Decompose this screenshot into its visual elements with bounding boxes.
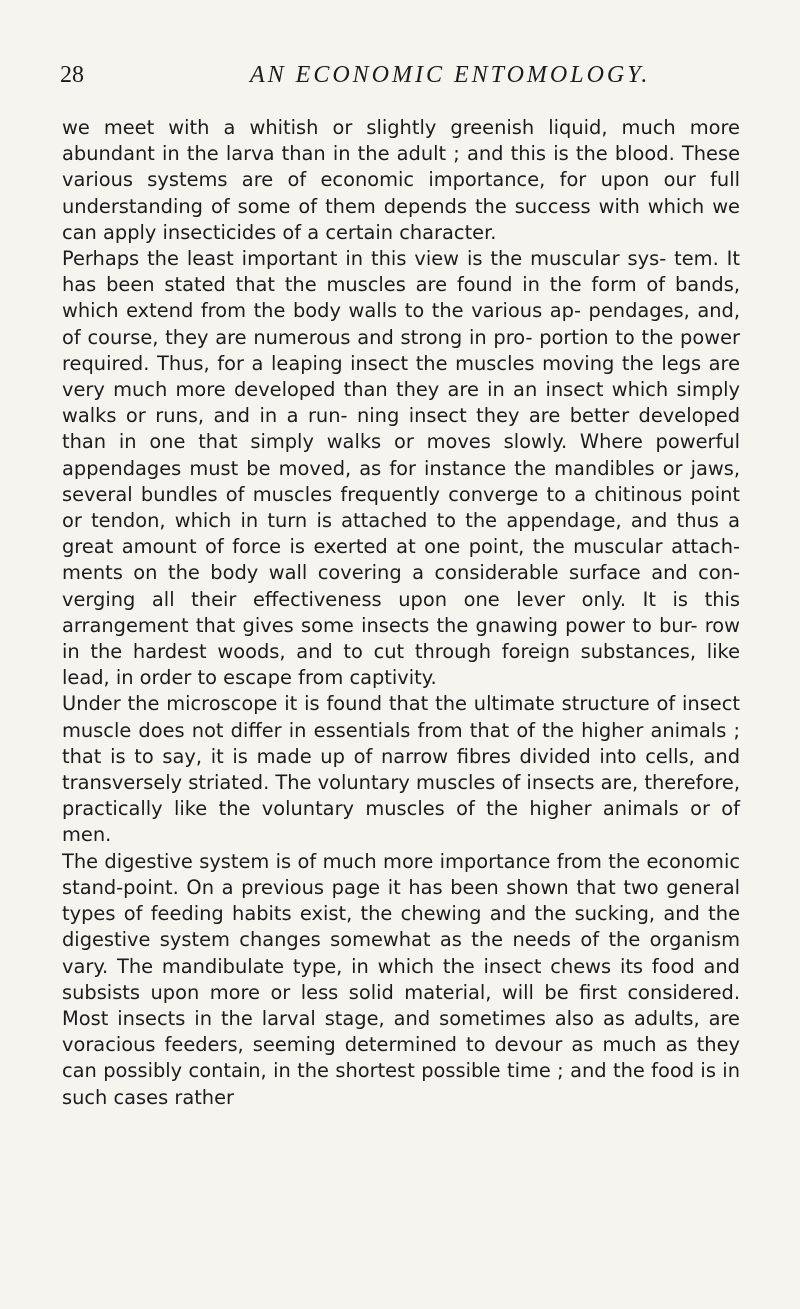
paragraph-muscular-system: Perhaps the least important in this view is the muscular sys- tem. It has been stated that the muscles are found in the form of bands, which extend from the body walls to the various ap- pendages, and, of course, they are numerous and strong in pro- portion to the power required. Thus, for a leaping insect the muscles moving the legs are very much more developed than they are in an insect which simply walks or runs, and in a run- ning insect they are better developed than in one that simply walks or moves slowly. Where powerful appendages must be moved, as for instance the mandibles or jaws, several bundles of muscles frequently converge to a chitinous point or tendon, which in turn is attached to the appendage, and thus a great amount of force is exerted at one point, the muscular attach- ments on the body wall covering a considerable surface and con- verging all their effectiveness upon one lever only. It is this arrangement that gives some insects the gnawing power to bur- row in the hardest woods, and to cut through foreign substances, like lead, in order to escape from captivity. bbox=[62, 247, 740, 690]
paragraph-microscope: Under the microscope it is found that the ultimate structure of insect muscle does not differ in essentials from that of the higher animals ; that is to say, it is made up of narrow fibres divided into cells, and transversely striated. The voluntary muscles of insects are, therefore, practically like the voluntary muscles of the higher animals or of men. bbox=[62, 692, 740, 847]
running-head: AN ECONOMIC ENTOMOLOGY. bbox=[250, 62, 651, 88]
body-text bbox=[62, 115, 740, 1111]
page-number: 28 bbox=[60, 62, 84, 88]
page-header bbox=[60, 62, 740, 102]
paragraph-digestive-system: The digestive system is of much more importance from the economic stand-point. On a previous page it has been shown that two general types of feeding habits exist, the chewing and the sucking, and the digestive system changes somewhat as the needs of the organism vary. The mandibulate type, in which the insect chews its food and subsists upon more or less solid material, will be first considered. Most insects in the larval stage, and sometimes also as adults, are voracious feeders, seeming determined to devour as much as they can possibly contain, in the shortest possible time ; and the food is in such cases rather bbox=[62, 849, 740, 1109]
paragraph-blood: we meet with a whitish or slightly greenish liquid, much more abundant in the larva than in the adult ; and this is the blood. These various systems are of economic importance, for upon our full understanding of some of them depends the success with which we can apply insecticides of a certain character. bbox=[62, 116, 740, 244]
